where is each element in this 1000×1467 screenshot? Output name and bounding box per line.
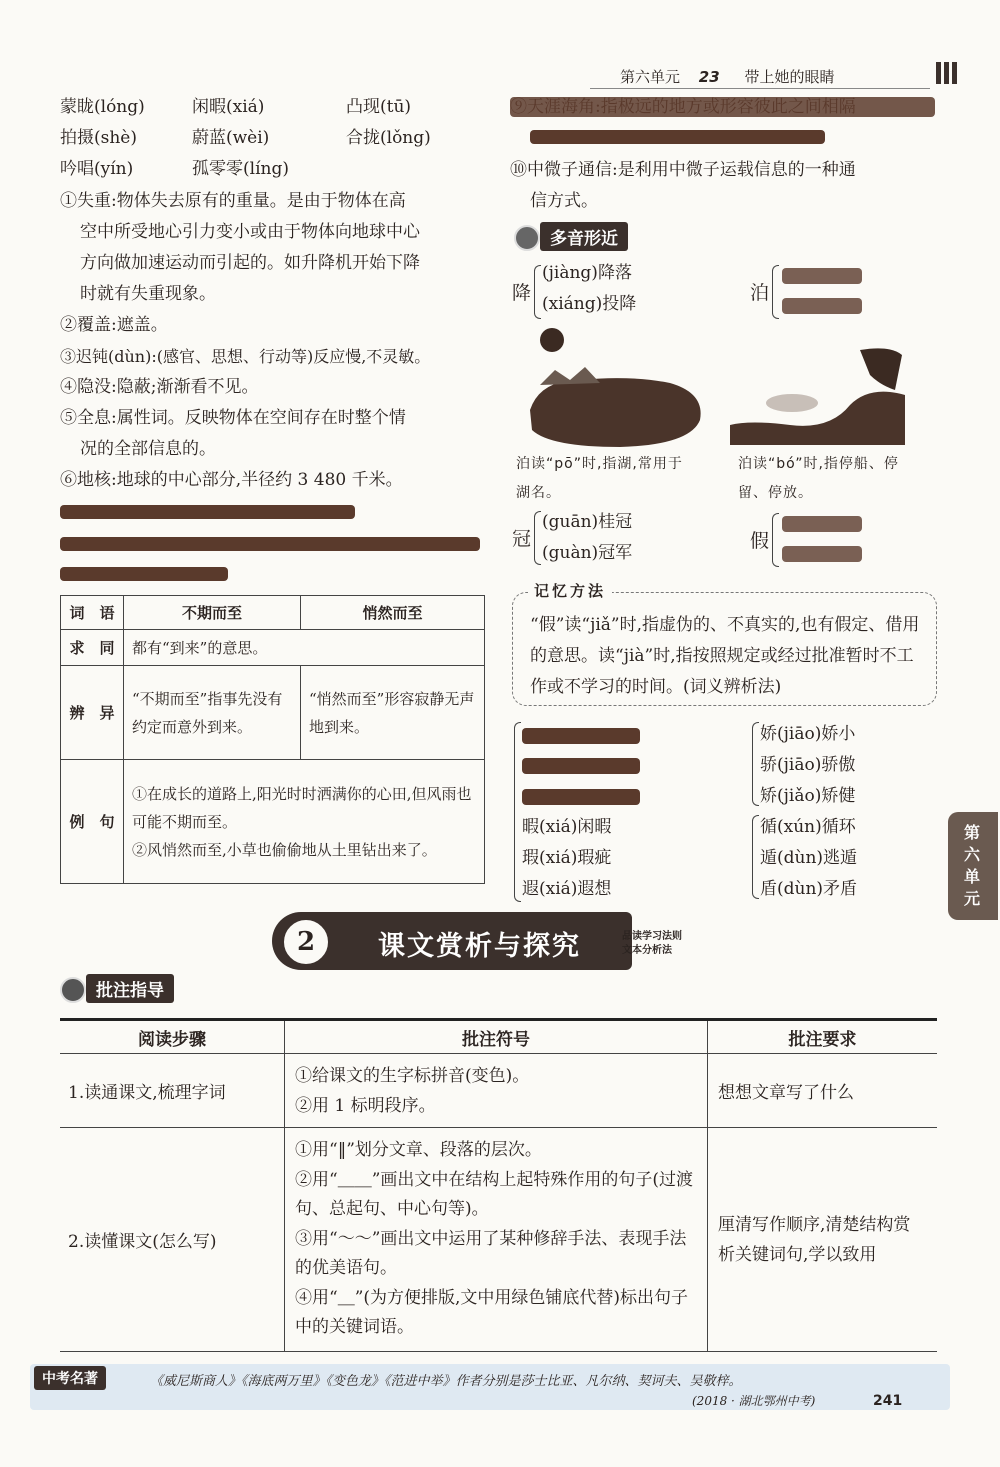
table-cell: “悄然而至”形容寂静无声地到来。 <box>301 666 485 760</box>
brace-icon <box>514 722 521 902</box>
redacted-reading <box>522 728 640 744</box>
footer-source: (2018 · 湖北鄂州中考) <box>692 1394 816 1408</box>
table-header: 词 语 <box>61 596 124 630</box>
redacted-reading <box>782 546 862 562</box>
table-header: 批注要求 <box>708 1020 938 1054</box>
vocab-item: 吟唱(yín) <box>60 159 134 179</box>
vocab-item: 孤零零(líng) <box>192 159 289 179</box>
lesson-title: 带上她的眼睛 <box>744 68 835 86</box>
definition-line: 时就有失重现象。 <box>80 284 216 304</box>
reading: (xiáng)投降 <box>542 294 637 314</box>
redacted-line <box>530 130 825 144</box>
polyphone-badge <box>514 222 654 250</box>
vocab-item: 闲暇(xiá) <box>192 97 265 117</box>
memory-text: “假”读“jiǎ”时,指虚伪的、不真实的,也有假定、借用的意思。读“jià”时,指按照规定或经过批准暂时不工作或不学习的时间。(词义辨析法) <box>530 615 920 697</box>
char-guan: 冠 <box>512 528 532 550</box>
subtitle-line: 品读学习法则 <box>622 931 682 942</box>
step-cell: 1.读通课文,梳理字词 <box>60 1054 285 1128</box>
redacted-line <box>60 505 355 519</box>
list-item: 娇(jiāo)娇小 <box>760 724 856 744</box>
req-cell: 想想文章写了什么 <box>708 1054 938 1128</box>
brace-icon <box>534 265 541 319</box>
example-sentence: ①在成长的道路上,阳光时时洒满你的心田,但风雨也可能不期而至。 <box>132 784 472 831</box>
table-cell: “不期而至”指事先没有约定而意外到来。 <box>124 666 301 760</box>
vocab-item: 凸现(tū) <box>346 97 412 117</box>
mark-rule: ①用“‖”划分文章、段落的层次。 <box>295 1140 542 1161</box>
redacted-reading <box>782 516 862 532</box>
list-item: 循(xún)循环 <box>760 817 856 837</box>
char-bo: 泊 <box>750 282 770 304</box>
row-label: 例 句 <box>61 760 124 884</box>
redacted-line <box>60 567 228 581</box>
mark-rule: ②用“＿＿”画出文中在结构上起特殊作用的句子(过渡句、总起句、中心句等)。 <box>295 1169 694 1220</box>
vocab-item: 蔚蓝(wèi) <box>192 128 270 148</box>
redacted-reading <box>782 268 862 284</box>
vocab-row <box>60 154 480 185</box>
def-10-line-cont: 信方式。 <box>530 191 598 211</box>
definition-line: ④隐没:隐蔽;渐渐看不见。 <box>60 377 259 397</box>
definition-line: ①失重:物体失去原有的重量。是由于物体在高 <box>60 191 406 211</box>
xia-list <box>522 812 611 905</box>
redacted-reading <box>522 789 640 805</box>
mark-rule: ④用“＿”(为方便排版,文中用绿色铺底代替)标出句子中的关键词语。 <box>295 1287 689 1338</box>
annot-table <box>60 1018 937 1352</box>
section-title: 课文赏析与探究 <box>378 931 581 962</box>
footer-brand: 中考名著 <box>34 1366 106 1390</box>
brace-icon <box>752 722 759 806</box>
definition-line: ⑥地核:地球的中心部分,半径约 3 480 千米。 <box>60 470 403 490</box>
mark-rule: ①给课文的生字标拼音(变色)。 <box>295 1065 530 1086</box>
table-header: 批注符号 <box>285 1020 708 1054</box>
marks-cell <box>285 1054 708 1128</box>
def-10-line: ⑩中微子通信:是利用中微子运载信息的一种通 <box>510 160 856 180</box>
redacted-reading <box>782 298 862 314</box>
step-cell: 2.读懂课文(怎么写) <box>60 1128 285 1352</box>
definition-line: ②覆盖:遮盖。 <box>60 315 168 335</box>
brace-icon <box>772 265 779 319</box>
list-item: 矫(jiǎo)矫健 <box>760 786 856 806</box>
list-item: 暇(xiá)闲暇 <box>522 817 612 837</box>
vocab-item: 合拢(lǒng) <box>346 128 431 148</box>
caption-left: 泊读“pō”时,指湖,常用于湖名。 <box>516 456 683 501</box>
mark-rule: ②用 1 标明段序。 <box>295 1095 436 1116</box>
row-label: 辨 异 <box>61 666 124 760</box>
lake-illustration <box>520 325 715 450</box>
req-cell: 厘清写作顺序,清楚结构赏析关键词句,学以致用 <box>708 1128 938 1352</box>
section-number: 2 <box>282 918 330 966</box>
marks-cell <box>285 1128 708 1352</box>
memory-title: 记忆方法 <box>528 580 612 601</box>
example-sentence: ②风悄然而至,小草也偷偷地从土里钻出来了。 <box>132 840 437 859</box>
redacted-line <box>60 537 480 551</box>
table-cell: 都有“到来”的意思。 <box>124 630 485 666</box>
list-item: 遁(dùn)逃遁 <box>760 848 858 868</box>
bullet-icon <box>514 225 540 251</box>
page-number: 241 <box>873 1393 903 1409</box>
char-jia: 假 <box>750 530 770 552</box>
brace-icon <box>772 513 779 567</box>
definition-line: 方向做加速运动而引起的。如升降机开始下降 <box>80 253 420 273</box>
redacted-reading <box>522 758 640 774</box>
running-header <box>620 66 940 87</box>
vocab-row <box>60 92 480 123</box>
reading: (guān)桂冠 <box>542 512 633 532</box>
definition-line: 空中所受地心引力变小或由于物体向地球中心 <box>80 222 420 242</box>
table-header: 不期而至 <box>124 596 301 630</box>
boat-illustration <box>730 345 905 445</box>
brace-icon <box>752 815 759 899</box>
list-item: 盾(dùn)矛盾 <box>760 879 858 899</box>
list-item: 遐(xiá)遐想 <box>522 879 612 899</box>
char-jiang: 降 <box>512 282 532 304</box>
footer-text: 《威尼斯商人》《海底两万里》《变色龙》《范进中举》作者分别是莎士比亚、凡尔纳、契诃夫、吴敬梓。 <box>150 1374 742 1389</box>
table-header: 阅读步骤 <box>60 1020 285 1054</box>
definitions <box>60 186 485 496</box>
caption-right: 泊读“bó”时,指停船、停留、停放。 <box>738 456 899 501</box>
unit-label: 第六单元 <box>620 68 681 86</box>
play-icon <box>60 977 86 1003</box>
reading: (jiàng)降落 <box>542 263 632 283</box>
reading: (guàn)冠军 <box>542 543 633 563</box>
list-item: 瑕(xiá)瑕疵 <box>522 848 612 868</box>
row-label: 求 同 <box>61 630 124 666</box>
table-cell <box>124 760 485 884</box>
annot-title: 批注指导 <box>86 974 174 1003</box>
definition-line: ⑤全息:属性词。反映物体在空间存在时整个情 <box>60 408 406 428</box>
vocab-grid <box>60 92 480 185</box>
mark-rule: ③用“～～”画出文中运用了某种修辞手法、表现手法的优美语句。 <box>295 1228 687 1279</box>
list-item: 骄(jiāo)骄傲 <box>760 755 856 775</box>
section-subtitle <box>622 930 682 958</box>
definition-line: ③迟钝(dùn):(感官、思想、行动等)反应慢,不灵敏。 <box>60 347 431 366</box>
header-rule <box>590 88 930 89</box>
table-header: 悄然而至 <box>301 596 485 630</box>
annot-badge <box>60 974 210 1002</box>
unit-side-tab[interactable]: 第六单元 <box>948 812 998 920</box>
vocab-item: 拍摄(shè) <box>60 128 137 148</box>
corner-mark-icon <box>936 62 958 84</box>
redacted-line <box>510 97 935 117</box>
subtitle-line: 文本分析法 <box>622 945 672 956</box>
definition-line: 况的全部信息的。 <box>80 439 216 459</box>
vocab-row <box>60 123 480 154</box>
vocab-item: 蒙眬(lóng) <box>60 97 145 117</box>
brace-icon <box>534 511 541 565</box>
form-list <box>760 719 857 905</box>
compare-table <box>60 595 485 884</box>
polyphone-title: 多音形近 <box>540 222 628 251</box>
lesson-number: 23 <box>698 68 720 86</box>
